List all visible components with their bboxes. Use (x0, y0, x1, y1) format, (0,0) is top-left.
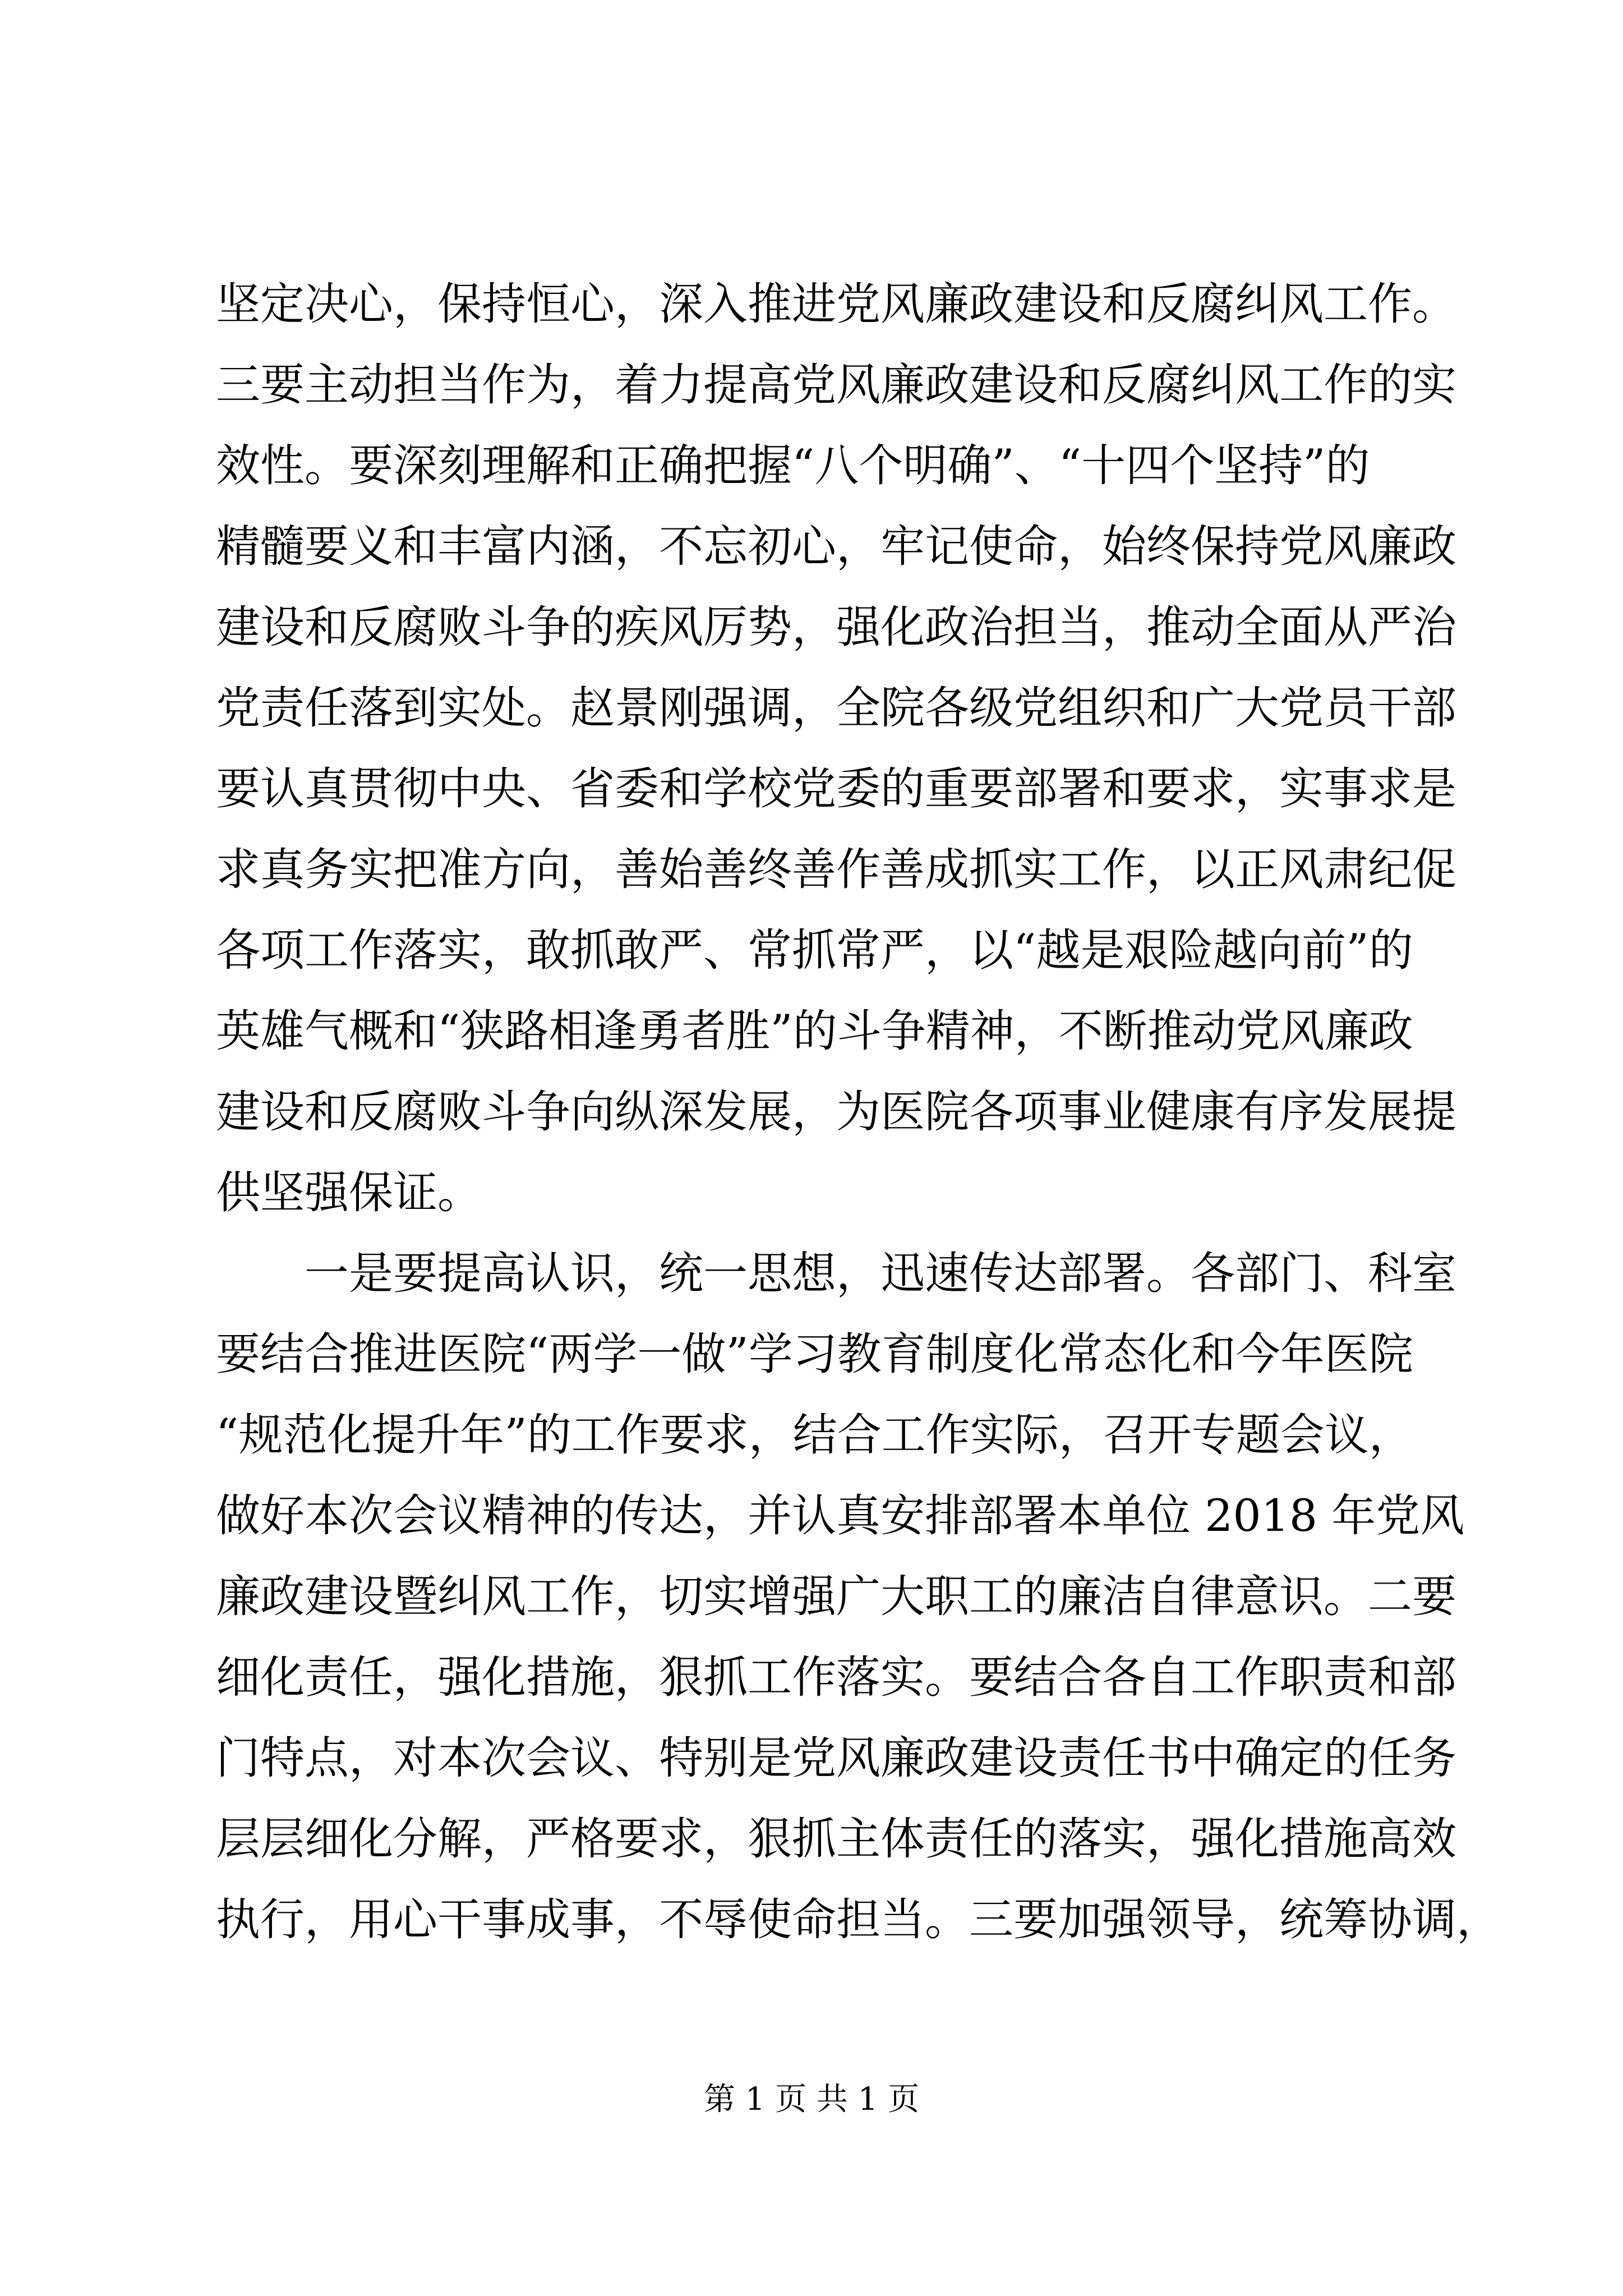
text-line-5: 建设和反腐败斗争的疾风厉势，强化政治担当，推动全面从严治 (216, 601, 1456, 653)
text-line-4: 精髓要义和丰富内涵，不忘初心，牢记使命，始终保持党风廉政 (216, 521, 1456, 572)
text-line-6: 党责任落到实处。赵景刚强调，全院各级党组织和广大党员干部 (216, 682, 1456, 734)
text-line-1: 坚定决心，保持恒心，深入推进党风廉政建设和反腐纠风工作。 (216, 278, 1456, 330)
text-line-8: 求真务实把准方向，善始善终善作善成抓实工作，以正风肃纪促 (216, 844, 1456, 895)
text-line-15: “规范化提升年”的工作要求，结合工作实际，召开专题会议， (216, 1409, 1413, 1461)
text-line-21: 执行，用心干事成事，不辱使命担当。三要加强领导，统筹协调， (216, 1894, 1501, 1945)
text-line-12: 供坚强保证。 (216, 1167, 482, 1218)
text-line-18: 细化责任，强化措施，狠抓工作落实。要结合各自工作职责和部 (216, 1651, 1456, 1703)
text-line-10: 英雄气概和“狭路相逢勇者胜”的斗争精神，不断推动党风廉政 (216, 1005, 1413, 1057)
text-line-16: 做好本次会议精神的传达，并认真安排部署本单位 2018 年党风 (216, 1490, 1465, 1542)
text-line-7: 要认真贯彻中央、省委和学校党委的重要部署和要求，实事求是 (216, 763, 1456, 815)
text-line-9: 各项工作落实，敢抓敢严、常抓常严，以“越是艰险越向前”的 (216, 924, 1413, 976)
document-body (216, 264, 1501, 1960)
page-number-footer: 第 1 页 共 1 页 (703, 2081, 920, 2118)
text-line-11: 建设和反腐败斗争向纵深发展，为医院各项事业健康有序发展提 (216, 1086, 1456, 1138)
text-line-19: 门特点，对本次会议、特别是党风廉政建设责任书中确定的任务 (216, 1732, 1456, 1784)
text-line-3: 效性。要深刻理解和正确把握“八个明确”、“十四个坚持”的 (216, 440, 1370, 491)
text-line-2: 三要主动担当作为，着力提高党风廉政建设和反腐纠风工作的实 (216, 359, 1456, 411)
text-line-14: 要结合推进医院“两学一做”学习教育制度化常态化和今年医院 (216, 1328, 1413, 1380)
paragraph-start-line: 一是要提高认识，统一思想，迅速传达部署。各部门、科室 (305, 1248, 1456, 1299)
text-line-17: 廉政建设暨纠风工作，切实增强广大职工的廉洁自律意识。二要 (216, 1571, 1456, 1622)
text-line-20: 层层细化分解，严格要求，狠抓主体责任的落实，强化措施高效 (216, 1813, 1456, 1865)
